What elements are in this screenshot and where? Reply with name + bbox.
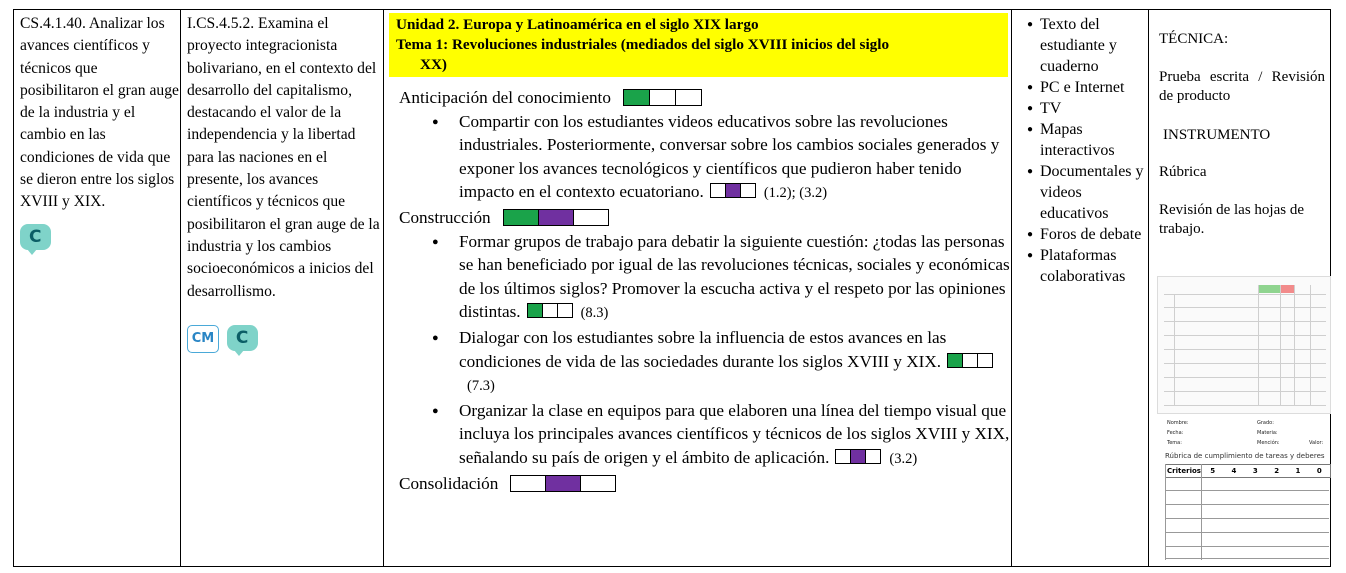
activity-list bbox=[399, 230, 1011, 472]
activity-item bbox=[459, 326, 1011, 399]
progress-bar-segment-white bbox=[580, 476, 615, 491]
resource-item: ● Documentales y videos educativos bbox=[1040, 161, 1148, 224]
indicator-text: I.CS.4.5.2. Examina el proyecto integracionista bolivariano, en el contexto del desarrollo del capitalismo, destacando el valor de la independencia y la libertad para las naciones en el presente, los avances científicos y técnicos que posibilitaron el gran auge de la industria y los cambios socioeconómicos a inicios del desarrollismo. bbox=[187, 15, 380, 300]
rubric-form-thumbnail bbox=[1157, 416, 1329, 564]
progress-bar bbox=[503, 209, 609, 226]
rubric-header-cell: 5 bbox=[1210, 467, 1216, 475]
activity-reference: (3.2) bbox=[889, 450, 918, 467]
progress-bar-segment-white bbox=[962, 354, 977, 367]
technique-value: Prueba escrita / Revisión de producto bbox=[1159, 68, 1325, 104]
progress-bar-segment-white bbox=[740, 184, 755, 197]
topic-title-line1: Tema 1: Revoluciones industriales (mediados del siglo XVIII inicios del siglo bbox=[396, 36, 890, 53]
competence-cm-icon: CM bbox=[187, 325, 219, 353]
activity-item bbox=[459, 110, 1011, 206]
progress-bar-segment-green bbox=[624, 90, 649, 105]
activity-item bbox=[459, 230, 1011, 326]
resource-item: ● Texto del estudiante y cuaderno bbox=[1040, 14, 1148, 77]
progress-bar-segment-purple bbox=[538, 210, 573, 225]
activity-text: Formar grupos de trabajo para debatir la siguiente cuestión: ¿todas las personas se han beneficiado por igual de las revoluciones técnicas, sociales y económicas de los últimos siglos? Promover la escucha activa y el respeto por las opiniones distintas. bbox=[459, 231, 1010, 322]
progress-bar-segment-green bbox=[948, 354, 962, 367]
form-label-value: Valor: bbox=[1309, 440, 1324, 446]
progress-bar-segment-green bbox=[528, 304, 542, 317]
activity-item bbox=[459, 399, 1011, 472]
progress-bar bbox=[510, 475, 616, 492]
form-label-grade: Grado: bbox=[1257, 420, 1274, 426]
progress-bar-segment-white bbox=[573, 210, 608, 225]
activity-text: Compartir con los estudiantes videos educativos sobre las revoluciones industriales. Posteriormente, conversar sobre los cambios sociales generados y exponer los avances tecnológicos y científicos que pudieron haber tenido impacto en el contexto ecuatoriano. bbox=[459, 111, 1000, 202]
resource-item: ● Plataformas colaborativas bbox=[1040, 245, 1148, 287]
rubric-thumbnails bbox=[1157, 276, 1329, 566]
instrument-value: Rúbrica bbox=[1159, 164, 1207, 180]
rubric-header-cell: 1 bbox=[1295, 467, 1301, 475]
instrument-value-2: Revisión de las hojas de trabajo. bbox=[1159, 201, 1304, 237]
indicator-cell bbox=[181, 10, 383, 566]
progress-bar-segment-purple bbox=[850, 450, 865, 463]
progress-bar-segment-white bbox=[542, 304, 557, 317]
unit-header bbox=[389, 13, 1008, 77]
resource-item: ● Mapas interactivos bbox=[1040, 119, 1148, 161]
topic-title-line2: XX) bbox=[420, 56, 447, 73]
unit-title: Unidad 2. Europa y Latinoamérica en el siglo XIX largo bbox=[396, 16, 759, 33]
rubric-title: Rúbrica de cumplimiento de tareas y deberes bbox=[1165, 452, 1325, 460]
progress-bar-segment-white bbox=[977, 354, 992, 367]
evaluation-cell bbox=[1149, 10, 1331, 566]
form-label-name: Nombre: bbox=[1167, 420, 1189, 426]
evaluation-block bbox=[1159, 30, 1325, 240]
progress-bar bbox=[835, 449, 881, 464]
activities-cell bbox=[384, 10, 1011, 566]
activity-reference: (1.2); (3.2) bbox=[763, 185, 828, 202]
rubric-header-cell: Criterios bbox=[1167, 467, 1201, 475]
technique-label: TÉCNICA: bbox=[1159, 31, 1229, 47]
progress-bar-segment-purple bbox=[725, 184, 740, 197]
activity-text: Organizar la clase en equipos para que elaboren una línea del tiempo visual que incluya los principales avances científicos y técnicos de los siglos XVIII y XIX, señalando su país de origen y el ámbito de aplicación. bbox=[459, 400, 1010, 467]
competence-c-icon bbox=[20, 224, 51, 250]
progress-bar bbox=[527, 303, 573, 318]
rubric-header-cell: 4 bbox=[1231, 467, 1237, 475]
phases-list bbox=[399, 86, 1011, 495]
progress-bar-segment-white bbox=[675, 90, 701, 105]
progress-bar-segment-white bbox=[511, 476, 545, 491]
progress-bar-segment-white bbox=[836, 450, 850, 463]
progress-bar bbox=[623, 89, 702, 106]
form-label-date: Fecha: bbox=[1167, 430, 1184, 436]
planning-table bbox=[13, 9, 1331, 567]
form-label-topic: Tema: bbox=[1167, 440, 1182, 446]
phase-name: Construcción bbox=[399, 207, 491, 227]
phase-heading bbox=[399, 472, 1011, 496]
phase-name: Anticipación del conocimiento bbox=[399, 88, 611, 107]
resources-list bbox=[1012, 10, 1148, 287]
phase-heading bbox=[399, 86, 1011, 110]
resource-item: ● TV bbox=[1040, 98, 1148, 119]
progress-bar-segment-white bbox=[649, 90, 675, 105]
activity-reference: (7.3) bbox=[467, 378, 495, 395]
activity-reference: (8.3) bbox=[580, 305, 609, 322]
activity-list bbox=[399, 110, 1011, 206]
progress-bar bbox=[947, 353, 993, 368]
rubric-header-cell: 0 bbox=[1316, 467, 1322, 475]
resource-item: ● Foros de debate bbox=[1040, 224, 1148, 245]
rubric-sheet-thumbnail bbox=[1157, 276, 1331, 414]
competence-c-icon bbox=[227, 325, 258, 351]
rubric-header-cell: 2 bbox=[1274, 467, 1280, 475]
resource-item: ● PC e Internet bbox=[1040, 77, 1148, 98]
criterion-cell bbox=[13, 10, 180, 566]
rubric-header-cell: 3 bbox=[1252, 467, 1258, 475]
criterion-text: CS.4.1.40. Analizar los avances científicos y técnicos que posibilitaron el gran auge de la industria y el cambio en las condiciones de vida que se dieron entre los siglos XVIII y XIX. bbox=[20, 15, 179, 211]
resources-cell bbox=[1012, 10, 1148, 566]
progress-bar-segment-white bbox=[557, 304, 572, 317]
form-label-mention: Mención: bbox=[1257, 440, 1280, 446]
progress-bar-segment-green bbox=[504, 210, 538, 225]
instrument-label: INSTRUMENTO bbox=[1163, 126, 1271, 143]
activity-text: Dialogar con los estudiantes sobre la influencia de estos avances en las condiciones de vida de las sociedades durante los siglos XVIII y XIX. bbox=[459, 327, 947, 371]
progress-bar-segment-white bbox=[711, 184, 725, 197]
phase-name: Consolidación bbox=[399, 473, 499, 493]
progress-bar-segment-white bbox=[865, 450, 880, 463]
form-label-subject: Materia: bbox=[1257, 430, 1278, 436]
progress-bar-segment-purple bbox=[545, 476, 580, 491]
phase-heading bbox=[399, 206, 1011, 230]
progress-bar bbox=[710, 183, 756, 198]
